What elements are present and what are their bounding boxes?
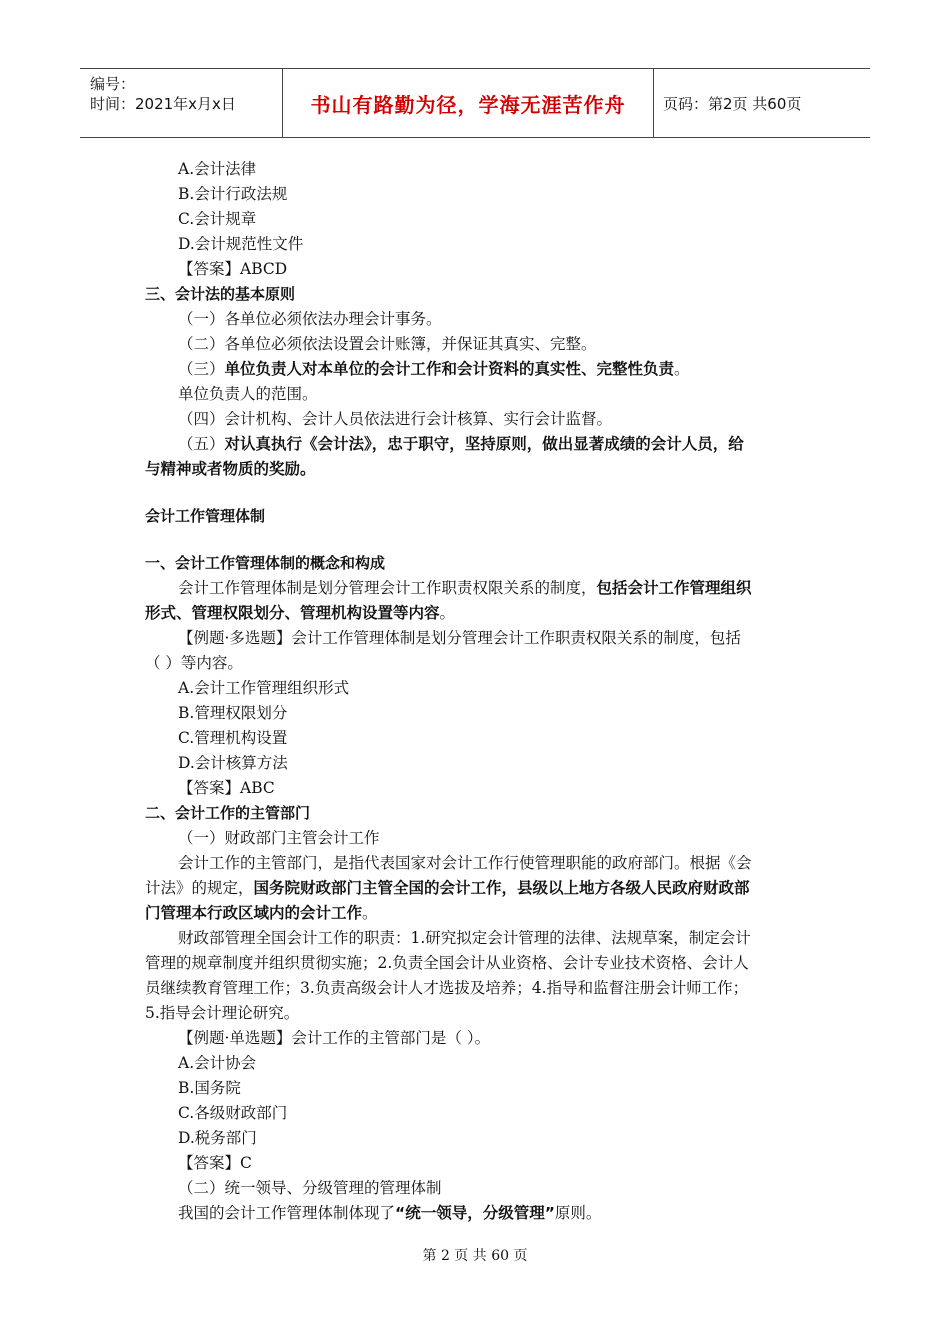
- option-item: C.管理机构设置: [178, 729, 288, 747]
- option-item: C.会计规章: [178, 210, 257, 228]
- subsection-heading: （二）统一领导、分级管理的管理体制: [178, 1179, 442, 1197]
- page-footer: [0, 1245, 950, 1265]
- paragraph: [145, 432, 810, 457]
- answer-line: 【答案】ABCD: [178, 260, 288, 278]
- option-item: B.国务院: [178, 1079, 241, 1097]
- paragraph: （四）会计机构、会计人员依法进行会计核算、实行会计监督。: [178, 410, 613, 428]
- option-item: B.管理权限划分: [178, 704, 288, 722]
- section-heading: 三、会计法的基本原则: [145, 285, 296, 303]
- paragraph: 管理的规章制度并组织贯彻实施；2.负责全国会计从业资格、会计专业技术资格、会计人: [145, 954, 749, 972]
- emphasis-text: 形式、管理权限划分、管理机构设置等内容: [145, 604, 440, 622]
- emphasis-text: 与精神或者物质的奖励。: [145, 460, 316, 478]
- chapter-title: 会计工作管理体制: [145, 507, 266, 525]
- paragraph: [145, 901, 810, 926]
- paragraph-text: 我国的会计工作管理体制体现了: [178, 1204, 396, 1222]
- paragraph-end: 。: [439, 604, 456, 622]
- header-page-cell: [653, 69, 870, 137]
- emphasis-text: 门管理本行政区域内的会计工作: [145, 904, 363, 922]
- paragraph-prefix: （五）: [178, 435, 225, 453]
- paragraph: 财政部管理全国会计工作的职责：1.研究拟定会计管理的法律、法规草案，制定会计: [178, 929, 751, 947]
- footer-page-number: 第 2 页 共 60 页: [422, 1248, 528, 1264]
- option-item: B.会计行政法规: [178, 185, 288, 203]
- section-heading: 一、会计工作管理体制的概念和构成: [145, 554, 386, 572]
- paragraph: （二）各单位必须依法设置会计账簿，并保证其真实、完整。: [178, 335, 597, 353]
- paragraph: 单位负责人的范围。: [178, 385, 318, 403]
- paragraph-text: 会计工作管理体制是划分管理会计工作职责权限关系的制度，: [178, 579, 597, 597]
- document-date: 时间：2021年x月x日: [90, 95, 236, 113]
- header-page-info: 页码：第2页 共60页: [663, 94, 802, 113]
- option-item: A.会计协会: [178, 1054, 257, 1072]
- answer-line: 【答案】C: [178, 1154, 252, 1172]
- header-motto: 书山有路勤为径，学海无涯苦作舟: [310, 92, 626, 117]
- paragraph: 员继续教育管理工作；3.负责高级会计人才选拔及培养；4.指导和监督注册会计师工作；: [145, 979, 749, 997]
- document-body: [145, 157, 810, 1226]
- option-item: A.会计工作管理组织形式: [178, 679, 350, 697]
- emphasis-text: 包括会计工作管理组织: [596, 579, 752, 597]
- header-meta: [80, 69, 282, 137]
- emphasis-text: 对认真执行《会计法》，忠于职守，坚持原则，做出显著成绩的会计人员，给: [224, 435, 744, 453]
- option-item: D.税务部门: [178, 1129, 257, 1147]
- paragraph: 会计工作的主管部门，是指代表国家对会计工作行使管理职能的政府部门。根据《会: [178, 854, 752, 872]
- emphasis-text: 单位负责人对本单位的会计工作和会计资料的真实性、完整性负责: [224, 360, 675, 378]
- question-text: 【例题·多选题】会计工作管理体制是划分管理会计工作职责权限关系的制度，包括: [178, 629, 741, 647]
- emphasis-text: “统一领导，分级管理”: [395, 1204, 555, 1222]
- paragraph: [145, 1201, 810, 1226]
- paragraph: （一）各单位必须依法办理会计事务。: [178, 310, 442, 328]
- section-heading: 二、会计工作的主管部门: [145, 804, 311, 822]
- paragraph: [145, 357, 810, 382]
- paragraph-end: 。: [674, 360, 690, 378]
- document-number-label: 编号：: [90, 75, 136, 93]
- paragraph-prefix: （三）: [178, 360, 225, 378]
- paragraph-end: 。: [362, 904, 378, 922]
- option-item: D.会计核算方法: [178, 754, 288, 772]
- paragraph-end: 原则。: [554, 1204, 602, 1222]
- paragraph: [145, 601, 810, 626]
- paragraph: [145, 876, 810, 901]
- emphasis-text: 国务院财政部门主管全国的会计工作，县级以上地方各级人民政府财政部: [253, 879, 750, 897]
- paragraph-text: 计法》的规定，: [145, 879, 254, 897]
- answer-line: 【答案】ABC: [178, 779, 275, 797]
- paragraph: 5.指导会计理论研究。: [145, 1004, 300, 1022]
- question-text: 【例题·单选题】会计工作的主管部门是（ ）。: [178, 1029, 491, 1047]
- option-item: C.各级财政部门: [178, 1104, 288, 1122]
- option-item: A.会计法律: [178, 160, 257, 178]
- page-header: [80, 68, 870, 138]
- subsection-heading: （一）财政部门主管会计工作: [178, 829, 380, 847]
- option-item: D.会计规范性文件: [178, 235, 304, 253]
- question-text: （ ）等内容。: [145, 654, 243, 672]
- header-motto-cell: [282, 69, 654, 137]
- paragraph: [145, 576, 810, 601]
